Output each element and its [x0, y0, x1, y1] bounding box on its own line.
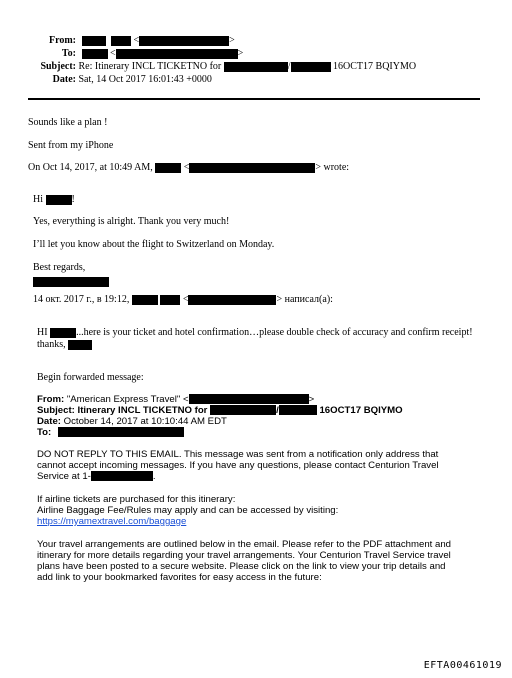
ru-suffix: > написал(а):: [276, 294, 333, 305]
angle-open: <: [182, 294, 189, 305]
quoted1-regards: Best regards,: [33, 262, 86, 273]
redaction: [155, 163, 181, 173]
redaction: [291, 62, 331, 72]
fwd-subject-label: Subject:: [37, 405, 75, 416]
fwd-date-label: Date:: [37, 416, 61, 427]
header-date-row: [28, 74, 212, 86]
para3-line3: plans have been posted to a secure website. Please click on the link to view your trip details and: [37, 561, 446, 572]
redaction: [279, 405, 317, 415]
date-value: Sat, 14 Oct 2017 16:01:43 +0000: [78, 74, 212, 85]
redaction: [188, 295, 276, 305]
angle-close: >: [229, 35, 235, 46]
from-label: From:: [48, 35, 76, 46]
redaction: [46, 195, 72, 205]
redaction: [116, 49, 238, 59]
redaction: [33, 277, 109, 287]
hi-text: HI: [37, 327, 48, 338]
quote-prefix: On Oct 14, 2017, at 10:49 AM,: [28, 162, 153, 173]
fwd-to-row: [37, 427, 184, 438]
redaction: [58, 427, 184, 437]
quote-attribution: [28, 162, 349, 174]
baggage-link-row: [37, 516, 186, 527]
angle-close: >: [237, 48, 244, 59]
para1-period: .: [152, 471, 156, 482]
forwarded-heading: Begin forwarded message:: [37, 372, 144, 383]
subject-prefix: Re: Itinerary INCL TICKETNO for: [78, 61, 222, 72]
thanks-text: thanks,: [37, 339, 66, 350]
to-label: To:: [61, 48, 76, 59]
para1-line2: cannot accept incoming messages. If you have any questions, please contact Centurion Travel: [37, 460, 439, 471]
redaction: [132, 295, 158, 305]
header-subject-row: [28, 61, 416, 73]
date-label: Date:: [52, 74, 76, 85]
redaction: [210, 405, 276, 415]
signature-redaction: [33, 273, 109, 291]
document-id: EFTA00461019: [423, 660, 502, 671]
para2-line1: If airline tickets are purchased for this itinerary:: [37, 494, 236, 505]
fwd-to-label: To:: [37, 427, 52, 438]
para1-line1: DO NOT REPLY TO THIS EMAIL. This message was sent from a notification only address that: [37, 449, 439, 460]
exclamation: !: [71, 194, 75, 205]
fwd-from-label: From:: [37, 394, 65, 405]
quote-suffix: > wrote:: [315, 162, 350, 173]
subject-suffix: 16OCT17 BQIYMO: [333, 61, 417, 72]
reply-line: Sounds like a plan !: [28, 117, 108, 128]
hi-text: Hi: [33, 194, 43, 205]
quoted2-text: ...here is your ticket and hotel confirmation…please double check of accuracy and confirm receipt!: [76, 327, 473, 338]
fwd-subject-row: [37, 405, 403, 416]
ru-attribution: [33, 294, 333, 306]
angle-open: <: [133, 35, 140, 46]
fwd-subject-prefix: Itinerary INCL TICKETNO for: [77, 405, 208, 416]
baggage-link[interactable]: https://myamextravel.com/baggage: [37, 516, 187, 527]
service-at: Service at 1-: [37, 471, 91, 482]
para1-line3: [37, 471, 156, 482]
redaction: [139, 36, 229, 46]
fwd-date-value: October 14, 2017 at 10:10:44 AM EDT: [63, 416, 227, 427]
quoted1-line1: Yes, everything is alright. Thank you very much!: [33, 216, 230, 227]
para3-line4: add link to your bookmarked favorites for easy access in the future:: [37, 572, 322, 583]
quoted1-line2: I’ll let you know about the flight to Switzerland on Monday.: [33, 239, 275, 250]
sent-from-line: Sent from my iPhone: [28, 140, 114, 151]
header-divider: [28, 98, 480, 100]
redaction: [82, 36, 106, 46]
redaction: [82, 49, 108, 59]
subject-slash: /: [287, 61, 291, 72]
header-to-row: [28, 48, 243, 60]
para3-line1: Your travel arrangements are outlined below in the email. Please refer to the PDF attachment and: [37, 539, 452, 550]
para3-line2: itinerary for more details regarding your travel arrangements. Your Centurion Travel Service travel: [37, 550, 451, 561]
quoted2-thanks: [37, 339, 92, 351]
redaction: [189, 163, 315, 173]
para2-line2: Airline Baggage Fee/Rules may apply and can be accessed by visiting:: [37, 505, 339, 516]
fwd-from-row: [37, 394, 314, 405]
subject-label: Subject:: [40, 61, 76, 72]
ru-prefix: 14 окт. 2017 г., в 19:12,: [33, 294, 130, 305]
redaction: [111, 36, 131, 46]
angle-open: <: [183, 162, 190, 173]
redaction: [50, 328, 76, 338]
header-from-row: [28, 35, 235, 47]
redaction: [68, 340, 92, 350]
redaction: [224, 62, 288, 72]
redaction: [189, 394, 309, 404]
quoted2-line1: [37, 327, 473, 339]
quoted1-greeting: [33, 194, 75, 206]
fwd-subject-suffix: 16OCT17 BQIYMO: [319, 405, 403, 416]
angle-open: <: [110, 48, 116, 59]
redaction: [91, 471, 153, 481]
redaction: [160, 295, 180, 305]
fwd-from-name: "American Express Travel" <: [66, 394, 189, 405]
angle-close: >: [308, 394, 315, 405]
fwd-subject-slash: /: [276, 405, 279, 416]
fwd-date-row: [37, 416, 227, 427]
